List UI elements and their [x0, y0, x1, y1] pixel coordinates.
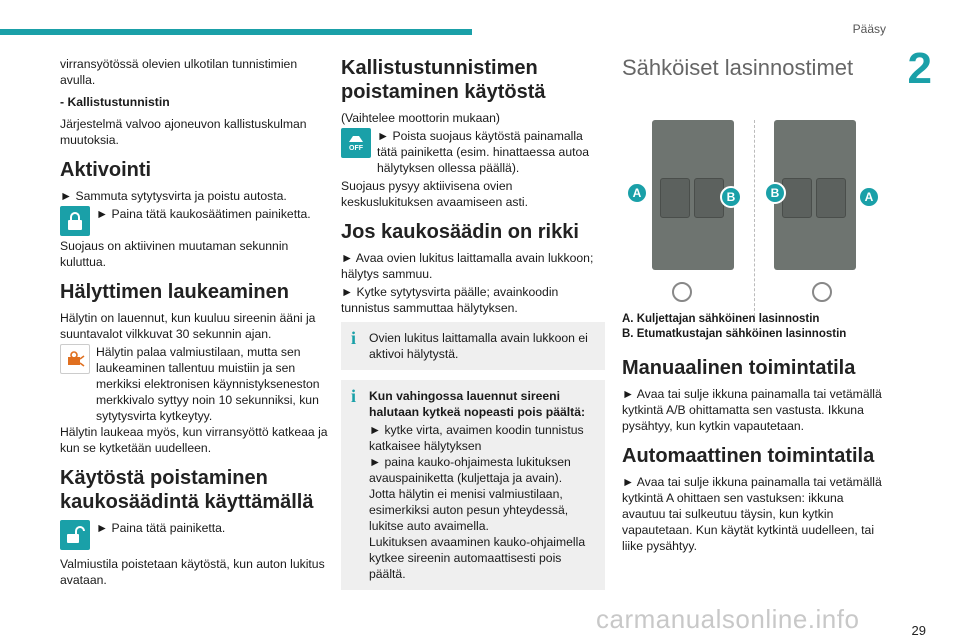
- steering-wheel-icon: [672, 282, 692, 302]
- info-box-2: [341, 380, 605, 590]
- auto-mode-heading: Automaattinen toimintatila: [622, 445, 875, 467]
- info-2-bold: Kun vahingossa lauennut sireeni halutaan kytkeä nopeasti pois päältä:: [369, 389, 586, 419]
- badge-b-left: B: [720, 186, 742, 208]
- disable-step: ► Paina tätä painiketta.: [96, 521, 226, 535]
- caption-a: A. Kuljettajan sähköinen lasinnostin: [622, 313, 820, 325]
- badge-a-right: A: [858, 186, 880, 208]
- activation-step-2: ► Paina tätä kaukosäätimen painiketta.: [96, 207, 311, 221]
- window-switch-a: [816, 178, 846, 218]
- trigger-text-2: Hälytin laukeaa myös, kun virransyöttö katkeaa ja kun se kytketään uudelleen.: [60, 425, 328, 455]
- column-1: [60, 56, 328, 594]
- window-switch-a: [660, 178, 690, 218]
- activation-heading: Aktivointi: [60, 159, 152, 181]
- info-2-line: Jotta hälytin ei menisi valmiustilaan, esimerkiksi auton pesun yhteydessä, lukitse auto avaimella.: [369, 487, 569, 533]
- tilt-off-note: (Vaihtelee moottorin mukaan): [341, 111, 500, 125]
- tilt-off-step-row: [341, 128, 605, 176]
- tilt-off-text: Suojaus pysyy aktiivisena ovien keskuslukituksen avaamiseen asti.: [341, 179, 528, 209]
- watermark: carmanualsonline.info: [596, 604, 860, 634]
- window-switch-figure: [622, 86, 888, 306]
- window-switch-b: [782, 178, 812, 218]
- section-title: Pääsy: [852, 22, 886, 36]
- broken-step-1: ► Avaa ovien lukitus laittamalla avain lukkoon; hälytys sammuu.: [341, 251, 594, 281]
- off-icon-label: OFF: [349, 145, 363, 152]
- broken-remote-heading: Jos kaukosäädin on rikki: [341, 221, 579, 243]
- tilt-off-step: ► Poista suojaus käytöstä painamalla tätä painiketta (esim. hinattaessa autoa hälytyksen ollessa päällä).: [377, 129, 590, 175]
- trigger-heading: Hälyttimen laukeaminen: [60, 281, 289, 303]
- window-section-heading: Sähköiset lasinnostimet: [622, 55, 854, 80]
- auto-mode-text: ► Avaa tai sulje ikkuna painamalla tai vetämällä kytkintä A ohittaen sen vastuksen: ikkuna avautuu tai sulkeutuu täysin, kun kytkin vapautetaan. Kun käytät kytkintä uudelleen, tai liike pysähtyy.: [622, 475, 882, 553]
- info-icon: i: [351, 386, 357, 406]
- figure-divider: [754, 120, 755, 316]
- disable-heading: Käytöstä poistaminen kaukosäädintä käyttämällä: [60, 467, 314, 513]
- tilt-sensor-off-icon: [341, 128, 371, 158]
- chapter-number: 2: [907, 44, 932, 93]
- manual-mode-text: ► Avaa tai sulje ikkuna painamalla tai vetämällä kytkintä A/B ohittamatta sen vastusta. Ikkuna pysähtyy, kun kytkin vapautetaan.: [622, 387, 882, 433]
- trigger-icon-text: Hälytin palaa valmiustilaan, mutta sen laukeaminen tallentuu muistiin ja sen merkiksi elektronisen käynnistykseneston merkkivalo syttyy noin 10 sekunniksi, kun sytytysvirta kytkeytyy.: [96, 345, 320, 423]
- column-2: [341, 56, 605, 600]
- badge-b-right: B: [764, 182, 786, 204]
- activation-step-1: ► Sammuta sytytysvirta ja poistu autosta.: [60, 189, 287, 203]
- badge-a-left: A: [626, 182, 648, 204]
- intro-text: virransyötössä olevien ulkotilan tunnistimien avulla.: [60, 57, 298, 87]
- info-box-1: [341, 322, 605, 370]
- page-number: 29: [911, 623, 926, 638]
- unlock-icon: [60, 520, 90, 550]
- info-icon: i: [351, 328, 357, 348]
- info-2-line: ► kytke virta, avaimen koodin tunnistus katkaisee hälytyksen: [369, 423, 584, 453]
- header-accent-bar: [0, 29, 472, 35]
- info-2-line: Lukituksen avaaminen kauko-ohjaimella kytkee sireenin automaattisesti pois päältä.: [369, 535, 586, 581]
- disable-text: Valmiustila poistetaan käytöstä, kun auton lukitus avataan.: [60, 557, 325, 587]
- activation-step-2-row: [60, 206, 328, 236]
- tilt-off-heading: Kallistustunnistimen poistaminen käytöstä: [341, 57, 546, 103]
- lock-icon: [60, 206, 90, 236]
- tilt-sensor-text: Järjestelmä valvoo ajoneuvon kallistuskulman muutoksia.: [60, 117, 307, 147]
- steering-wheel-icon: [812, 282, 832, 302]
- info-1-text: Ovien lukitus laittamalla avain lukkoon ei aktivoi hälytystä.: [369, 331, 588, 361]
- trigger-icon-row: [60, 344, 328, 424]
- broken-step-2: ► Kytke sytytysvirta päälle; avainkoodin tunnistus sammuttaa hälytyksen.: [341, 285, 559, 315]
- column-3: [622, 56, 888, 560]
- disable-step-row: [60, 520, 328, 550]
- trigger-text: Hälytin on lauennut, kun kuuluu sireenin ääni ja suuntavalot vilkkuvat 30 sekunnin ajan.: [60, 311, 316, 341]
- alarm-warning-icon: [60, 344, 90, 374]
- manual-mode-heading: Manuaalinen toimintatila: [622, 357, 856, 379]
- tilt-sensor-label: - Kallistustunnistin: [60, 95, 170, 109]
- passenger-switch-panel: [774, 120, 856, 270]
- info-2-line: ► paina kauko-ohjaimesta lukituksen avauspainiketta (kuljettaja ja avain).: [369, 455, 571, 485]
- activation-step-2-cont: Suojaus on aktiivinen muutaman sekunnin kuluttua.: [60, 239, 289, 269]
- caption-b: B. Etumatkustajan sähköinen lasinnostin: [622, 328, 847, 340]
